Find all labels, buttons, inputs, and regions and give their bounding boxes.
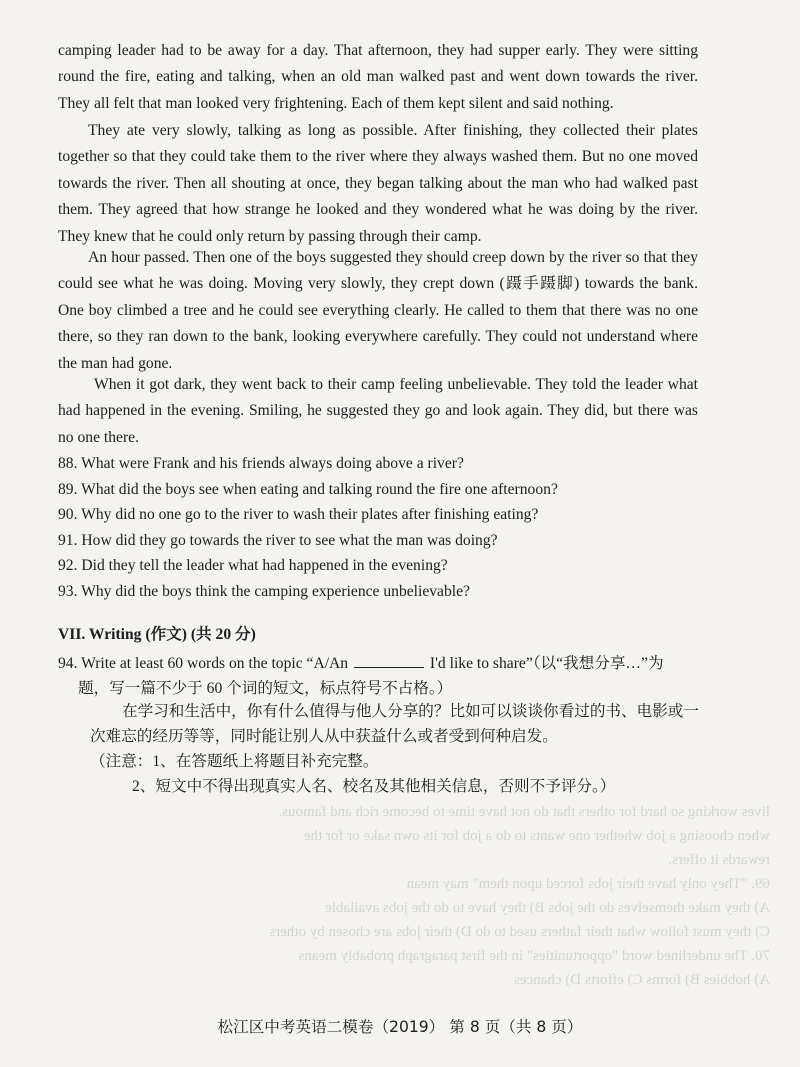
- bleed-through-text: lives working so hard for others that do not have time to become rich and famous. when choosing a job whether one wants to do a job for its own sake or for the rewards it offers. 69. "They only have their jobs forced upon them" may mean A) they make themselves do the jobs B) they have to do the jobs available C) they must follow what their fathers used to do D) their jobs are chosen by others 70. The underlined word "opportunities" in the first paragraph probably means A) hobbies B) forms C) efforts D) chances: [269, 804, 770, 988]
- passage-paragraph-4: When it got dark, they went back to their camp feeling unbelievable. They told the leader what had happened in the evening. Smiling, he suggested they go and look again. They did, but there was no one there.: [58, 376, 698, 446]
- writing-prompt: 在学习和生活中，你有什么值得与他人分享的？比如可以谈谈你看过的书、电影或一次难忘的经历等等，同时能让别人从中获益什么或者受到何种启发。: [90, 703, 699, 745]
- writing-note-1: （注意：1、在答题纸上将题目补充完整。: [90, 753, 379, 770]
- writing-task-suffix: I'd like to share”（以“我想分享…”为: [429, 655, 664, 672]
- writing-section-title: VII. Writing (作文) (共 20 分): [58, 626, 256, 643]
- passage-paragraph-3: An hour passed. Then one of the boys suggested they should creep down by the river so that they could see what he was doing. Moving very slowly, they crept down (蹑手蹑脚) towards the bank. One boy climbed a tree and he could see everything clearly. He called to them that there was no one there, so they ran down to the bank, looking everywhere carefully. They could not understand where the man had gone.: [58, 249, 698, 372]
- page-footer: 松江区中考英语二模卷（2019） 第 8 页（共 8 页）: [217, 1018, 583, 1036]
- question-91: 91. How did they go towards the river to see what the man was doing?: [58, 531, 498, 549]
- passage-paragraph-1: camping leader had to be away for a day. That afternoon, they had supper early. They were sitting round the fire, eating and talking, when an old man walked past and went down towards the river. They all felt that man looked very frightening. Each of them kept silent and said nothing.: [58, 42, 698, 112]
- question-93: 93. Why did the boys think the camping experience unbelievable?: [58, 582, 470, 600]
- question-88: 88. What were Frank and his friends always doing above a river?: [58, 455, 464, 472]
- topic-blank: [354, 653, 424, 668]
- writing-task: [58, 651, 708, 701]
- writing-task-prefix: 94. Write at least 60 words on the topic “A/An: [58, 655, 349, 672]
- question-92: 92. Did they tell the leader what had happened in the evening?: [58, 557, 448, 575]
- passage-paragraph-2: They ate very slowly, talking as long as possible. After finishing, they collected their plates together so that they could take them to the river where they always washed them. But no one moved towards the river. Then all shouting at once, they began talking about the man who had walked past them. They agreed that how strange he looked and they wondered what he was doing by the river. They knew that he could only return by passing through their camp.: [58, 122, 698, 245]
- question-90: 90. Why did no one go to the river to wash their plates after finishing eating?: [58, 506, 539, 524]
- writing-note-2: 2、短文中不得出现真实人名、校名及其他相关信息，否则不予评分。）: [132, 778, 616, 795]
- writing-task-line2: 题，写一篇不少于 60 个词的短文，标点符号不占格。）: [78, 680, 453, 697]
- question-89: 89. What did the boys see when eating and talking round the fire one afternoon?: [58, 480, 558, 498]
- question-list: [58, 451, 698, 605]
